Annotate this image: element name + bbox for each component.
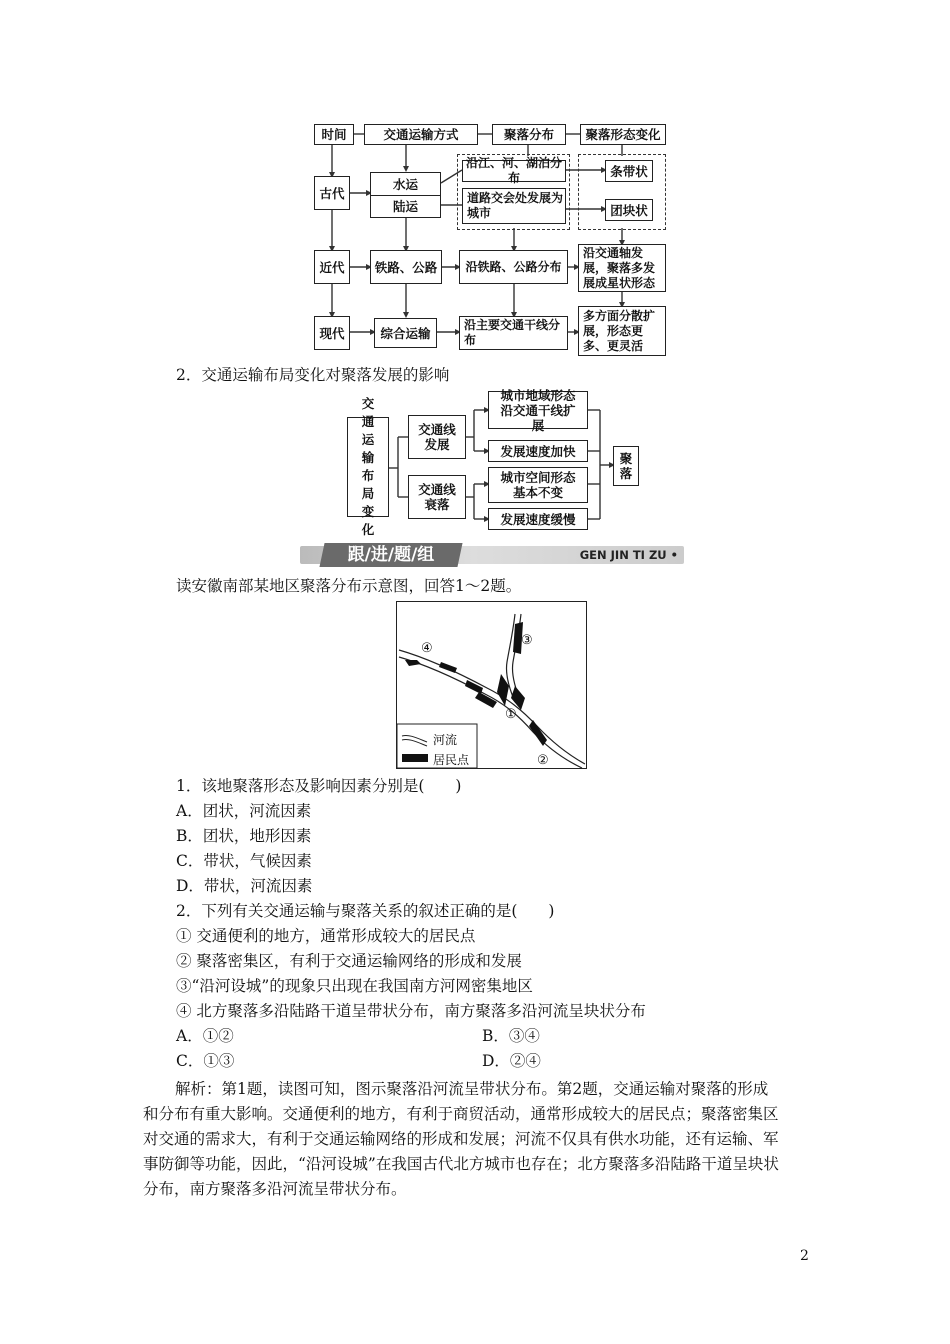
map-legend xyxy=(397,724,477,768)
line-develop: 交通线发展 xyxy=(408,415,466,459)
q2-option-c: C．①③ xyxy=(176,1052,235,1070)
q2-item-2: ② 聚落密集区，有利于交通运输网络的形成和发展 xyxy=(176,952,522,970)
header-shape-change: 聚落形态变化 xyxy=(580,124,666,145)
q2-option-b: B．③④ xyxy=(482,1027,540,1045)
q2-item-1: ① 交通便利的地方，通常形成较大的居民点 xyxy=(176,927,476,945)
header-distribution: 聚落分布 xyxy=(492,124,566,145)
map-label-2: ② xyxy=(537,753,549,768)
q2-stem: 2．下列有关交通运输与聚落关系的叙述正确的是( ) xyxy=(176,902,555,920)
diagram2-connectors xyxy=(0,0,950,540)
slower-growth: 发展速度缓慢 xyxy=(488,508,588,530)
shape-unchanged: 城市空间形态基本不变 xyxy=(488,467,588,503)
q1-option-a: A．团状，河流因素 xyxy=(176,802,312,820)
layout-change-root: 交通运输布局变化 xyxy=(347,417,389,517)
mode-integrated: 综合运输 xyxy=(374,318,437,348)
q2-item-3: ③“沿河设城”的现象只出现在我国南方河网密集地区 xyxy=(176,977,533,995)
dist-along-rail-road: 沿铁路、公路分布 xyxy=(459,250,568,284)
mode-water: 水运 xyxy=(371,174,440,196)
map-label-3: ③ xyxy=(521,633,533,648)
banner-pinyin-text: GEN JIN TI ZU xyxy=(579,548,667,562)
expand-along-lines: 城市地域形态沿交通干线扩展 xyxy=(488,391,588,429)
legend-settlement: 居民点 xyxy=(433,753,470,767)
q2-option-d: D．②④ xyxy=(482,1052,541,1070)
banner-title: 跟/进/题/组 xyxy=(347,545,435,565)
q1-option-b: B．团状，地形因素 xyxy=(176,827,312,845)
shape-dispersed: 多方面分散扩展，形态更多、更灵活 xyxy=(578,306,666,356)
shape-cluster: 团块状 xyxy=(605,199,653,221)
dist-along-rivers: 沿江、河、湖泊分布 xyxy=(462,160,566,182)
map-label-1: ① xyxy=(505,707,517,722)
era-ancient: 古代 xyxy=(314,176,350,210)
header-time: 时间 xyxy=(314,124,354,145)
map-label-4: ④ xyxy=(421,641,433,656)
map-drawing xyxy=(397,602,586,768)
dist-main-lines: 沿主要交通干线分布 xyxy=(459,316,568,350)
q2-option-a: A．①② xyxy=(176,1027,234,1045)
settlement-map xyxy=(396,601,587,769)
mode-land: 陆运 xyxy=(392,198,418,214)
mode-rail-road: 铁路、公路 xyxy=(370,250,442,284)
era-contemporary: 现代 xyxy=(314,316,350,350)
q1-option-c: C．带状，气候因素 xyxy=(176,852,312,870)
banner-pinyin: GEN JIN TI ZU • xyxy=(579,548,678,562)
dist-road-junction: 道路交会处发展为城市 xyxy=(462,188,566,224)
banner xyxy=(300,543,684,567)
page-number: 2 xyxy=(800,1248,809,1264)
intro-text: 读安徽南部某地区聚落分布示意图，回答1～2题。 xyxy=(176,577,522,595)
line-decline: 交通线衰落 xyxy=(408,475,466,519)
shape-star: 沿交通轴发展，聚落多发展成星状形态 xyxy=(578,244,666,292)
section-2-title: 2．交通运输布局变化对聚落发展的影响 xyxy=(176,366,450,384)
settlement-end: 聚落 xyxy=(613,446,639,486)
q2-item-4: ④ 北方聚落多沿陆路干道呈带状分布，南方聚落多沿河流呈块状分布 xyxy=(176,1002,646,1020)
era-modern: 近代 xyxy=(314,250,350,284)
settlement-legend-icon xyxy=(402,754,428,762)
legend-river: 河流 xyxy=(433,733,458,747)
faster-growth: 发展速度加快 xyxy=(488,440,588,462)
analysis-paragraph: 解析：第1题，读图可知，图示聚落沿河流呈带状分布。第2题，交通运输对聚落的形成和分布有重大影响。交通便利的地方，有利于商贸活动，通常形成较大的居民点；聚落密集区对交通的需求大，有利于交通运输网络的形成和发展；河流不仅具有供水功能，还有运输、军事防御等功能，因此，“沿河设城”在我国古代北方城市也存在；北方聚落多沿陆路干道呈块状分布，南方聚落多沿河流呈带状分布。 xyxy=(143,1080,779,1198)
q1-stem: 1．该地聚落形态及影响因素分别是( ) xyxy=(176,777,462,795)
shape-strip: 条带状 xyxy=(605,160,653,182)
header-transport-mode: 交通运输方式 xyxy=(364,124,478,145)
q1-option-d: D．带状，河流因素 xyxy=(176,877,313,895)
